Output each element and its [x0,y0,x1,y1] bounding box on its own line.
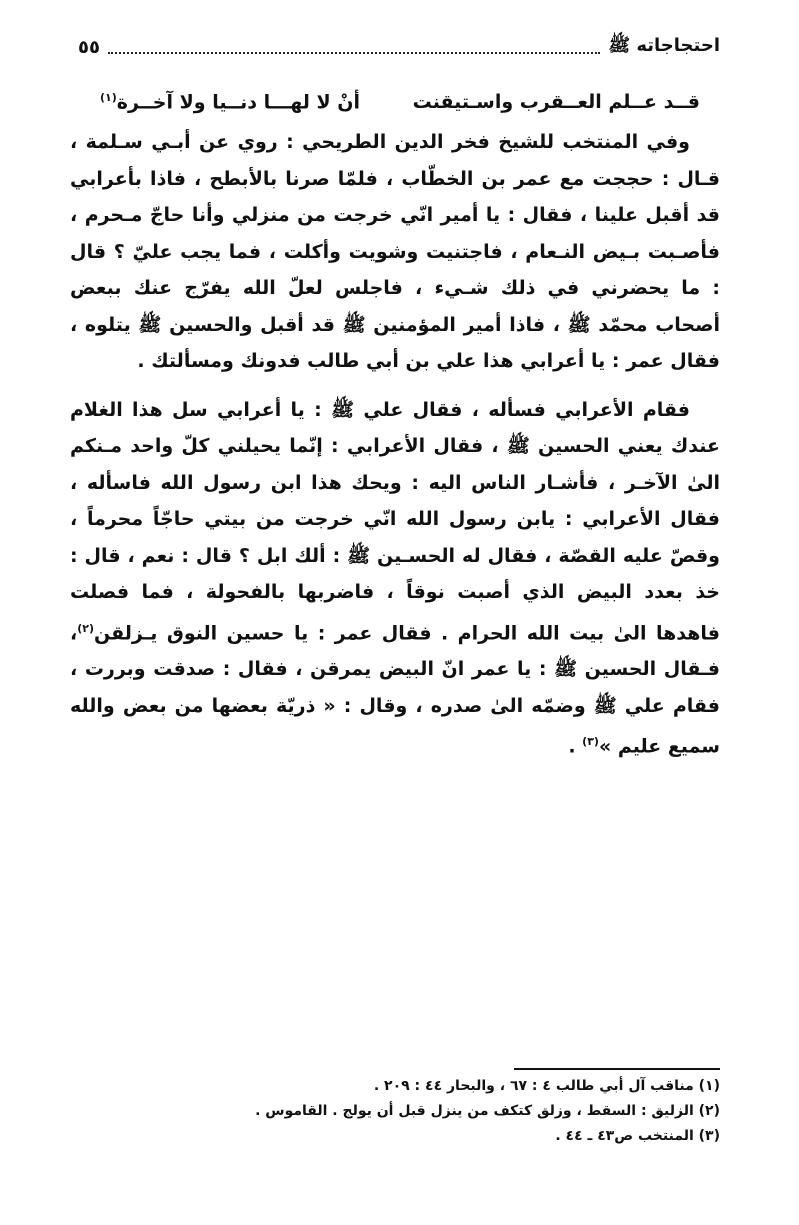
running-header [78,30,720,64]
footnote-separator [514,1068,720,1070]
paragraph-text: ، فـقال الحسين ﷺ : يا عمر انّ البيض يمرقن ، فقال : صدقت وبررت ، فقام علي ﷺ وضمّه الىٰ صدره ، وقال : « ذريّة بعضها من بعض والله سميع عليم » [70,621,720,758]
paragraph-text: وفي المنتخب للشيخ فخر الدين الطريحي : روي عن أبـي سـلمة ، قـال : حججت مع عمر بن الخطّاب ، فلمّا صرنا بالأبطح ، فاذا بأعرابي قد أقبل علينا ، فقال : يا أمير انّي خرجت من منزلي وأنا حاجّ مـحرم ، فأصـبت بـيض النـعام ، فاجتنيت وشويت وأكلت ، فما يجب عليّ ؟ قال : ما يحضرني في ذلك شـيء ، فاجلس لعلّ الله يفرّج عنك ببعض أصحاب محمّد ﷺ ، فاذا أمير المؤمنين ﷺ قد أقبل والحسين ﷺ يتلوه ، فقال عمر : يا أعرابي هذا علي بن أبي طالب فدونك ومسألتك . [70,131,720,372]
paragraph [70,392,720,766]
footnote-2: (٢) الزليق : السقط ، وزلق كتكف من ينزل قبل أن يولج . القاموس . [255,1103,720,1119]
poem-verse [100,84,700,120]
verse-second-hemistich [100,91,360,113]
verse-second-text: أنْ لا لهـــا دنــيا ولا آخــرة [116,91,360,114]
paragraph-text: فقام الأعرابي فسأله ، فقال علي ﷺ : يا أعرابي سل هذا الغلام عندك يعني الحسين ﷺ ، فقال الأعرابي : إنّما يحيلني كلّ واحد مـنكم الىٰ الآخـر ، فأشـار الناس اليه : ويحك هذا ابن رسول الله فاسأله ، فقال الأعرابي : يابن رسول الله انّي خرجت من بيتي حاجّاً محرماً ، وقصّ عليه القصّة ، فقال له الحسـين ﷺ : ألك ابل ؟ قال : نعم ، قال : خذ بعدد البيض الذي أصبت نوقاً ، فاضربها بالفحولة ، فما فصلت فاهدها الىٰ بيت الله الحرام . فقال عمر : يا حسين النوق يـزلقن [70,398,720,644]
footnote-ref-1: (١) [100,90,117,104]
footnote-3: (٣) المنتخب ص٤٣ ـ ٤٤ . [555,1128,720,1144]
footnotes [150,1074,720,1149]
footnote-ref-2: (٢) [77,621,94,635]
header-title: احتجاجاته ﷺ [608,35,720,56]
verse-first-hemistich: قــد عــلم العــقرب واسـتيقنت [412,91,700,113]
main-text [70,124,720,765]
footnote-1: (١) مناقب آل أبي طالب ٤ : ٦٧ ، والبحار ٤٤ : ٢٠٩ . [373,1078,720,1094]
header-dot-leader [108,52,600,54]
paragraph-text: . [568,735,583,758]
footnote-ref-3: (٣) [582,735,599,749]
paragraph [70,124,720,380]
page-number: ٥٥ [78,36,100,58]
